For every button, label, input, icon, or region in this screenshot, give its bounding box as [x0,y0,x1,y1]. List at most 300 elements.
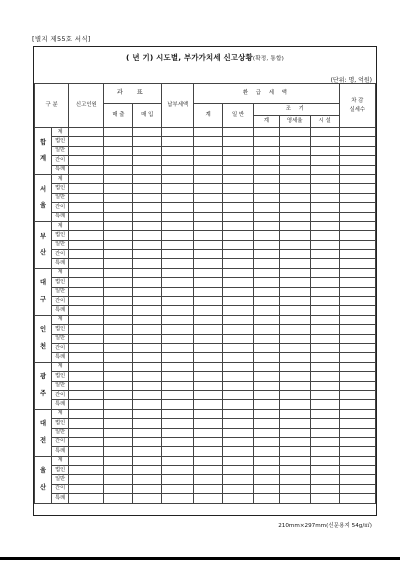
data-cell[interactable] [133,212,162,221]
data-cell[interactable] [223,315,254,324]
data-cell[interactable] [162,315,194,324]
data-cell[interactable] [223,193,254,202]
data-cell[interactable] [339,137,375,146]
data-cell[interactable] [339,343,375,352]
data-cell[interactable] [223,287,254,296]
data-cell[interactable] [310,146,339,155]
data-cell[interactable] [69,390,104,399]
data-cell[interactable] [133,484,162,493]
data-cell[interactable] [310,306,339,315]
data-cell[interactable] [194,456,223,465]
data-cell[interactable] [310,156,339,165]
data-cell[interactable] [279,278,310,287]
data-cell[interactable] [69,466,104,475]
data-cell[interactable] [223,484,254,493]
data-cell[interactable] [104,447,133,456]
data-cell[interactable] [254,390,280,399]
data-cell[interactable] [162,184,194,193]
data-cell[interactable] [104,240,133,249]
data-cell[interactable] [339,297,375,306]
data-cell[interactable] [339,315,375,324]
data-cell[interactable] [194,315,223,324]
data-cell[interactable] [223,494,254,503]
data-cell[interactable] [104,212,133,221]
data-cell[interactable] [279,400,310,409]
data-cell[interactable] [133,165,162,174]
data-cell[interactable] [69,231,104,240]
data-cell[interactable] [104,221,133,230]
data-cell[interactable] [339,400,375,409]
data-cell[interactable] [279,494,310,503]
data-cell[interactable] [254,128,280,137]
data-cell[interactable] [223,259,254,268]
data-cell[interactable] [310,419,339,428]
data-cell[interactable] [339,174,375,183]
data-cell[interactable] [254,325,280,334]
data-cell[interactable] [69,240,104,249]
data-cell[interactable] [194,231,223,240]
data-cell[interactable] [254,381,280,390]
data-cell[interactable] [279,297,310,306]
data-cell[interactable] [339,250,375,259]
data-cell[interactable] [339,325,375,334]
data-cell[interactable] [254,156,280,165]
data-cell[interactable] [223,306,254,315]
data-cell[interactable] [162,259,194,268]
data-cell[interactable] [133,428,162,437]
data-cell[interactable] [194,146,223,155]
data-cell[interactable] [254,221,280,230]
data-cell[interactable] [162,128,194,137]
data-cell[interactable] [254,259,280,268]
data-cell[interactable] [254,362,280,371]
data-cell[interactable] [69,400,104,409]
data-cell[interactable] [162,306,194,315]
data-cell[interactable] [69,259,104,268]
data-cell[interactable] [223,128,254,137]
data-cell[interactable] [162,156,194,165]
data-cell[interactable] [310,250,339,259]
data-cell[interactable] [310,259,339,268]
data-cell[interactable] [310,221,339,230]
data-cell[interactable] [310,343,339,352]
data-cell[interactable] [339,334,375,343]
data-cell[interactable] [133,475,162,484]
data-cell[interactable] [104,372,133,381]
data-cell[interactable] [133,137,162,146]
data-cell[interactable] [310,466,339,475]
data-cell[interactable] [279,362,310,371]
data-cell[interactable] [223,437,254,446]
data-cell[interactable] [254,137,280,146]
data-cell[interactable] [223,203,254,212]
data-cell[interactable] [279,221,310,230]
data-cell[interactable] [194,362,223,371]
data-cell[interactable] [104,250,133,259]
data-cell[interactable] [339,353,375,362]
data-cell[interactable] [223,297,254,306]
data-cell[interactable] [194,494,223,503]
data-cell[interactable] [254,466,280,475]
data-cell[interactable] [223,325,254,334]
data-cell[interactable] [223,353,254,362]
data-cell[interactable] [69,456,104,465]
data-cell[interactable] [104,278,133,287]
data-cell[interactable] [194,250,223,259]
data-cell[interactable] [69,437,104,446]
data-cell[interactable] [133,334,162,343]
data-cell[interactable] [310,287,339,296]
data-cell[interactable] [69,146,104,155]
data-cell[interactable] [104,437,133,446]
data-cell[interactable] [310,428,339,437]
data-cell[interactable] [69,203,104,212]
data-cell[interactable] [310,353,339,362]
data-cell[interactable] [194,137,223,146]
data-cell[interactable] [223,390,254,399]
data-cell[interactable] [133,250,162,259]
data-cell[interactable] [133,203,162,212]
data-cell[interactable] [254,287,280,296]
data-cell[interactable] [162,165,194,174]
data-cell[interactable] [104,343,133,352]
data-cell[interactable] [104,287,133,296]
data-cell[interactable] [310,494,339,503]
data-cell[interactable] [310,268,339,277]
data-cell[interactable] [194,475,223,484]
data-cell[interactable] [223,428,254,437]
data-cell[interactable] [104,419,133,428]
data-cell[interactable] [223,447,254,456]
data-cell[interactable] [69,278,104,287]
data-cell[interactable] [133,315,162,324]
data-cell[interactable] [69,212,104,221]
data-cell[interactable] [104,268,133,277]
data-cell[interactable] [194,428,223,437]
data-cell[interactable] [69,250,104,259]
data-cell[interactable] [133,287,162,296]
data-cell[interactable] [69,174,104,183]
data-cell[interactable] [310,334,339,343]
data-cell[interactable] [254,250,280,259]
data-cell[interactable] [194,353,223,362]
data-cell[interactable] [162,437,194,446]
data-cell[interactable] [194,409,223,418]
data-cell[interactable] [69,475,104,484]
data-cell[interactable] [133,128,162,137]
data-cell[interactable] [194,466,223,475]
data-cell[interactable] [162,494,194,503]
data-cell[interactable] [339,278,375,287]
data-cell[interactable] [104,400,133,409]
data-cell[interactable] [194,259,223,268]
data-cell[interactable] [162,343,194,352]
data-cell[interactable] [194,437,223,446]
data-cell[interactable] [310,447,339,456]
data-cell[interactable] [69,221,104,230]
data-cell[interactable] [133,146,162,155]
data-cell[interactable] [223,156,254,165]
data-cell[interactable] [279,484,310,493]
data-cell[interactable] [339,231,375,240]
data-cell[interactable] [69,409,104,418]
data-cell[interactable] [104,306,133,315]
data-cell[interactable] [194,184,223,193]
data-cell[interactable] [69,315,104,324]
data-cell[interactable] [254,419,280,428]
data-cell[interactable] [104,174,133,183]
data-cell[interactable] [133,390,162,399]
data-cell[interactable] [254,353,280,362]
data-cell[interactable] [162,466,194,475]
data-cell[interactable] [279,372,310,381]
data-cell[interactable] [194,268,223,277]
data-cell[interactable] [223,362,254,371]
data-cell[interactable] [254,343,280,352]
data-cell[interactable] [339,475,375,484]
data-cell[interactable] [254,240,280,249]
data-cell[interactable] [339,184,375,193]
data-cell[interactable] [133,419,162,428]
data-cell[interactable] [69,306,104,315]
data-cell[interactable] [162,174,194,183]
data-cell[interactable] [279,203,310,212]
data-cell[interactable] [133,297,162,306]
data-cell[interactable] [133,193,162,202]
data-cell[interactable] [279,447,310,456]
data-cell[interactable] [133,447,162,456]
data-cell[interactable] [223,221,254,230]
data-cell[interactable] [162,146,194,155]
data-cell[interactable] [194,212,223,221]
data-cell[interactable] [133,381,162,390]
data-cell[interactable] [223,165,254,174]
data-cell[interactable] [223,475,254,484]
data-cell[interactable] [223,456,254,465]
data-cell[interactable] [133,221,162,230]
data-cell[interactable] [69,165,104,174]
data-cell[interactable] [223,334,254,343]
data-cell[interactable] [310,231,339,240]
data-cell[interactable] [104,428,133,437]
data-cell[interactable] [69,372,104,381]
data-cell[interactable] [162,447,194,456]
data-cell[interactable] [104,203,133,212]
data-cell[interactable] [162,353,194,362]
data-cell[interactable] [162,193,194,202]
data-cell[interactable] [279,165,310,174]
data-cell[interactable] [339,128,375,137]
data-cell[interactable] [254,306,280,315]
data-cell[interactable] [162,212,194,221]
data-cell[interactable] [104,390,133,399]
data-cell[interactable] [279,466,310,475]
data-cell[interactable] [104,494,133,503]
data-cell[interactable] [133,156,162,165]
data-cell[interactable] [69,193,104,202]
data-cell[interactable] [254,400,280,409]
data-cell[interactable] [279,259,310,268]
data-cell[interactable] [69,419,104,428]
data-cell[interactable] [310,475,339,484]
data-cell[interactable] [310,184,339,193]
data-cell[interactable] [162,400,194,409]
data-cell[interactable] [104,184,133,193]
data-cell[interactable] [279,334,310,343]
data-cell[interactable] [133,278,162,287]
data-cell[interactable] [339,240,375,249]
data-cell[interactable] [339,494,375,503]
data-cell[interactable] [223,137,254,146]
data-cell[interactable] [254,437,280,446]
data-cell[interactable] [162,390,194,399]
data-cell[interactable] [310,325,339,334]
data-cell[interactable] [133,174,162,183]
data-cell[interactable] [194,381,223,390]
data-cell[interactable] [279,381,310,390]
data-cell[interactable] [279,240,310,249]
data-cell[interactable] [194,278,223,287]
data-cell[interactable] [279,231,310,240]
data-cell[interactable] [279,250,310,259]
data-cell[interactable] [310,193,339,202]
data-cell[interactable] [339,428,375,437]
data-cell[interactable] [339,212,375,221]
data-cell[interactable] [133,306,162,315]
data-cell[interactable] [310,203,339,212]
data-cell[interactable] [339,390,375,399]
data-cell[interactable] [279,184,310,193]
data-cell[interactable] [194,390,223,399]
data-cell[interactable] [104,456,133,465]
data-cell[interactable] [223,409,254,418]
data-cell[interactable] [194,372,223,381]
data-cell[interactable] [339,466,375,475]
data-cell[interactable] [310,315,339,324]
data-cell[interactable] [223,250,254,259]
data-cell[interactable] [104,259,133,268]
data-cell[interactable] [133,466,162,475]
data-cell[interactable] [133,372,162,381]
data-cell[interactable] [254,193,280,202]
data-cell[interactable] [194,400,223,409]
data-cell[interactable] [104,297,133,306]
data-cell[interactable] [69,447,104,456]
data-cell[interactable] [194,193,223,202]
data-cell[interactable] [254,231,280,240]
data-cell[interactable] [104,128,133,137]
data-cell[interactable] [133,325,162,334]
data-cell[interactable] [194,156,223,165]
data-cell[interactable] [310,400,339,409]
data-cell[interactable] [133,240,162,249]
data-cell[interactable] [254,297,280,306]
data-cell[interactable] [69,494,104,503]
data-cell[interactable] [194,343,223,352]
data-cell[interactable] [254,278,280,287]
data-cell[interactable] [339,381,375,390]
data-cell[interactable] [223,372,254,381]
data-cell[interactable] [69,268,104,277]
data-cell[interactable] [310,297,339,306]
data-cell[interactable] [279,212,310,221]
data-cell[interactable] [104,475,133,484]
data-cell[interactable] [254,315,280,324]
data-cell[interactable] [104,334,133,343]
data-cell[interactable] [194,334,223,343]
data-cell[interactable] [254,475,280,484]
data-cell[interactable] [223,240,254,249]
data-cell[interactable] [310,456,339,465]
data-cell[interactable] [254,409,280,418]
data-cell[interactable] [223,184,254,193]
data-cell[interactable] [69,128,104,137]
data-cell[interactable] [254,372,280,381]
data-cell[interactable] [310,240,339,249]
data-cell[interactable] [223,400,254,409]
data-cell[interactable] [310,278,339,287]
data-cell[interactable] [310,381,339,390]
data-cell[interactable] [310,362,339,371]
data-cell[interactable] [279,428,310,437]
data-cell[interactable] [223,212,254,221]
data-cell[interactable] [339,306,375,315]
data-cell[interactable] [162,428,194,437]
data-cell[interactable] [339,146,375,155]
data-cell[interactable] [194,287,223,296]
data-cell[interactable] [254,212,280,221]
data-cell[interactable] [162,325,194,334]
data-cell[interactable] [339,362,375,371]
data-cell[interactable] [279,146,310,155]
data-cell[interactable] [254,203,280,212]
data-cell[interactable] [133,259,162,268]
data-cell[interactable] [339,165,375,174]
data-cell[interactable] [223,466,254,475]
data-cell[interactable] [162,409,194,418]
data-cell[interactable] [254,484,280,493]
data-cell[interactable] [339,456,375,465]
data-cell[interactable] [254,184,280,193]
data-cell[interactable] [133,400,162,409]
data-cell[interactable] [162,381,194,390]
data-cell[interactable] [69,156,104,165]
data-cell[interactable] [254,334,280,343]
data-cell[interactable] [279,390,310,399]
data-cell[interactable] [133,362,162,371]
data-cell[interactable] [223,231,254,240]
data-cell[interactable] [69,362,104,371]
data-cell[interactable] [254,447,280,456]
data-cell[interactable] [104,231,133,240]
data-cell[interactable] [194,447,223,456]
data-cell[interactable] [194,128,223,137]
data-cell[interactable] [223,343,254,352]
data-cell[interactable] [69,184,104,193]
data-cell[interactable] [310,372,339,381]
data-cell[interactable] [162,221,194,230]
data-cell[interactable] [279,287,310,296]
data-cell[interactable] [104,381,133,390]
data-cell[interactable] [223,278,254,287]
data-cell[interactable] [339,259,375,268]
data-cell[interactable] [279,268,310,277]
data-cell[interactable] [279,137,310,146]
data-cell[interactable] [104,484,133,493]
data-cell[interactable] [133,184,162,193]
data-cell[interactable] [162,475,194,484]
data-cell[interactable] [310,212,339,221]
